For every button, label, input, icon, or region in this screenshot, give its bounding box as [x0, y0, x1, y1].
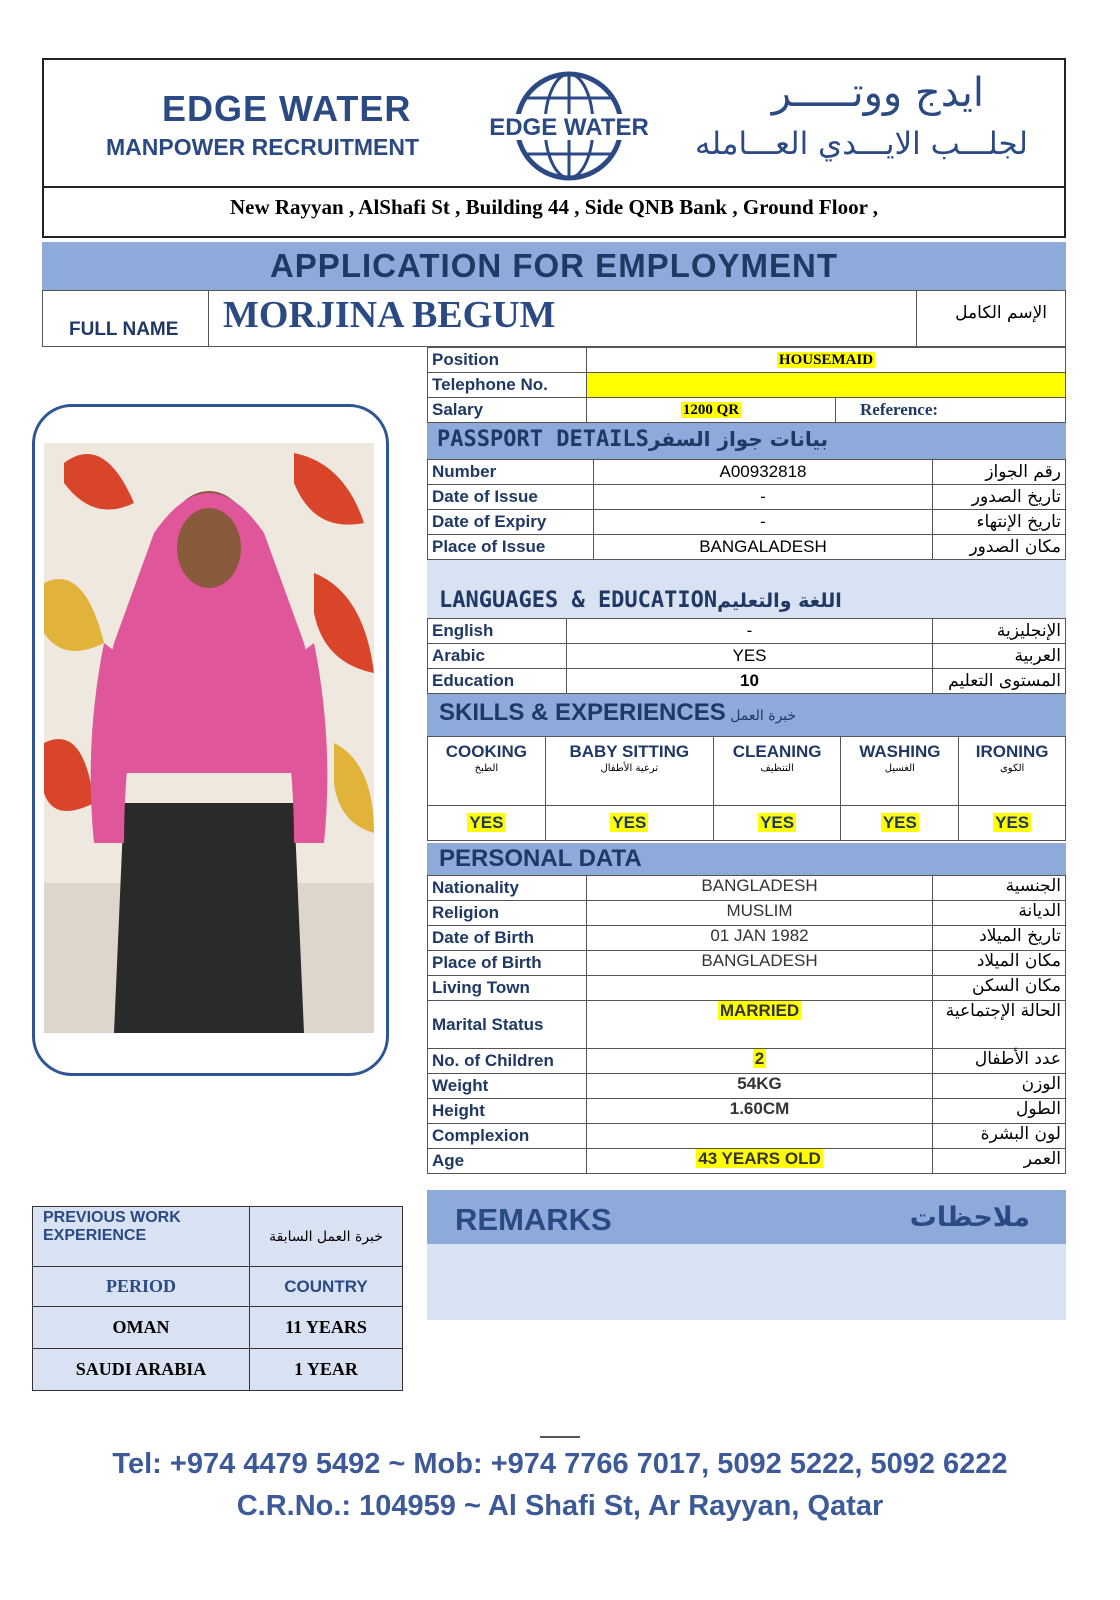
personal-field-value: 43 YEARS OLD	[698, 1149, 821, 1168]
personal-field-label: Complexion	[428, 1124, 587, 1149]
passport-field-label: Date of Issue	[428, 485, 594, 510]
personal-field-label-ar: مكان الميلاد	[933, 951, 1066, 976]
skill-name-cell	[713, 737, 841, 806]
work-period: OMAN	[33, 1307, 250, 1349]
personal-field-cell	[587, 1149, 933, 1174]
language-field-label: English	[428, 619, 567, 644]
skills-header	[427, 694, 1066, 736]
personal-field-label: Place of Birth	[428, 951, 587, 976]
passport-row	[428, 535, 1066, 560]
personal-row	[428, 901, 1066, 926]
personal-field-cell	[587, 926, 933, 951]
skill-value: YES	[760, 813, 795, 832]
skill-name-ar: التنظيف	[760, 763, 794, 774]
passport-field-value: -	[594, 485, 933, 510]
skill-name: IRONING	[975, 742, 1049, 761]
previous-work-title-ar: خبرة العمل السابقة	[250, 1207, 403, 1267]
passport-field-value: -	[594, 510, 933, 535]
personal-field-cell	[587, 1074, 933, 1099]
personal-header	[427, 843, 1066, 875]
position-label: Position	[428, 348, 587, 373]
skill-value: YES	[995, 813, 1030, 832]
salary-label: Salary	[428, 398, 587, 423]
skill-name: COOKING	[445, 742, 528, 761]
passport-header	[427, 423, 1066, 459]
language-field-value: -	[567, 619, 933, 644]
personal-field-label-ar: الحالة الإجتماعية	[933, 1001, 1066, 1049]
personal-field-label: Nationality	[428, 876, 587, 901]
passport-row	[428, 485, 1066, 510]
languages-title-ar: اللغة والتعليم	[717, 590, 842, 612]
personal-field-label-ar: تاريخ الميلاد	[933, 926, 1066, 951]
personal-field-label: Age	[428, 1149, 587, 1174]
passport-field-label-ar: مكان الصدور	[933, 535, 1066, 560]
letterhead	[42, 58, 1066, 188]
personal-field-cell	[587, 901, 933, 926]
skill-name-ar: الطبخ	[474, 763, 499, 774]
personal-field-cell	[587, 951, 933, 976]
remarks-body	[427, 1244, 1066, 1320]
full-name-row	[42, 290, 1066, 347]
skill-name-ar: ترعية الأطفال	[600, 763, 659, 774]
personal-row	[428, 926, 1066, 951]
personal-row	[428, 876, 1066, 901]
passport-field-label-ar: رقم الجواز	[933, 460, 1066, 485]
passport-field-label: Date of Expiry	[428, 510, 594, 535]
salary-cell	[587, 398, 836, 423]
language-row	[428, 619, 1066, 644]
personal-field-label: No. of Children	[428, 1049, 587, 1074]
period-header: PERIOD	[33, 1267, 250, 1307]
skill-name: CLEANING	[732, 742, 822, 761]
personal-row	[428, 951, 1066, 976]
skill-value: YES	[612, 813, 647, 832]
skill-name: WASHING	[859, 742, 941, 761]
full-name-value: MORJINA BEGUM	[223, 294, 556, 336]
previous-work-row	[33, 1349, 403, 1391]
position-cell	[587, 348, 1066, 373]
passport-field-label-ar: تاريخ الإنتهاء	[933, 510, 1066, 535]
company-name-ar: ايدج ووتـــــر	[771, 70, 984, 116]
personal-field-value: MUSLIM	[726, 901, 793, 920]
skill-value-cell	[545, 806, 713, 841]
languages-table	[427, 618, 1066, 694]
personal-field-label: Living Town	[428, 976, 587, 1001]
passport-field-value: A00932818	[594, 460, 933, 485]
footer-address: C.R.No.: 104959 ~ Al Shafi St, Ar Rayyan, Qatar	[236, 1490, 884, 1522]
telephone-value	[587, 373, 1066, 398]
company-logo	[484, 70, 654, 182]
language-field-label: Education	[428, 669, 567, 694]
telephone-label: Telephone No.	[428, 373, 587, 398]
skill-name-ar: الغسيل	[884, 763, 915, 774]
personal-field-label-ar: الوزن	[933, 1074, 1066, 1099]
personal-field-label: Date of Birth	[428, 926, 587, 951]
footer-divider	[540, 1436, 580, 1438]
skill-name-cell	[959, 737, 1066, 806]
personal-field-value: BANGLADESH	[701, 876, 818, 895]
personal-table	[427, 875, 1066, 1174]
country-header: COUNTRY	[250, 1267, 403, 1307]
company-name-en: EDGE WATER	[162, 88, 412, 129]
full-name-label: FULL NAME	[69, 319, 179, 340]
skill-name-ar: الكوى	[999, 763, 1025, 774]
personal-field-cell	[587, 876, 933, 901]
personal-row	[428, 1049, 1066, 1074]
footer-contact: Tel: +974 4479 5492 ~ Mob: +974 7766 7017, 5092 5222, 5092 6222	[112, 1448, 1008, 1480]
personal-field-label-ar: مكان السكن	[933, 976, 1066, 1001]
job-table	[427, 347, 1066, 423]
application-details	[427, 347, 1066, 1174]
personal-field-label: Marital Status	[428, 1001, 587, 1049]
remarks-header	[427, 1190, 1066, 1244]
personal-field-label-ar: الديانة	[933, 901, 1066, 926]
passport-title: PASSPORT DETAILS	[437, 427, 649, 452]
personal-field-cell	[587, 1099, 933, 1124]
skill-value: YES	[882, 813, 917, 832]
skill-value-cell	[959, 806, 1066, 841]
personal-row	[428, 1001, 1066, 1049]
passport-row	[428, 460, 1066, 485]
applicant-photo	[44, 443, 374, 1033]
company-address: New Rayyan , AlShafi St , Building 44 , Side QNB Bank , Ground Floor ,	[42, 186, 1066, 238]
personal-field-cell	[587, 1001, 933, 1049]
personal-field-label-ar: العمر	[933, 1149, 1066, 1174]
skills-title: SKILLS & EXPERIENCES	[439, 699, 726, 726]
personal-field-value: BANGLADESH	[701, 951, 818, 970]
form-title: APPLICATION FOR EMPLOYMENT	[42, 242, 1066, 290]
personal-field-value: 01 JAN 1982	[710, 926, 809, 945]
personal-field-label: Religion	[428, 901, 587, 926]
passport-field-label-ar: تاريخ الصدور	[933, 485, 1066, 510]
company-subtitle-en: MANPOWER RECRUITMENT	[106, 134, 420, 160]
company-subtitle-ar: لجلـــب الايـــدي العـــامله	[694, 126, 1028, 162]
skill-name: BABY SITTING	[569, 742, 690, 761]
work-period: SAUDI ARABIA	[33, 1349, 250, 1391]
previous-work-title: PREVIOUS WORK EXPERIENCE	[33, 1207, 250, 1267]
language-field-label: Arabic	[428, 644, 567, 669]
skill-value: YES	[469, 813, 504, 832]
languages-title: LANGUAGES & EDUCATION	[439, 588, 718, 613]
language-field-label-ar: العربية	[933, 644, 1066, 669]
language-field-label-ar: الإنجليزية	[933, 619, 1066, 644]
skill-name-cell	[841, 737, 959, 806]
language-field-value: 10	[567, 669, 933, 694]
salary-value: 1200 QR	[682, 401, 740, 418]
full-name-label-ar: الإسم الكامل	[955, 303, 1047, 323]
passport-field-label: Number	[428, 460, 594, 485]
personal-field-cell	[587, 1124, 933, 1149]
personal-field-label-ar: لون البشرة	[933, 1124, 1066, 1149]
personal-field-cell	[587, 976, 933, 1001]
personal-field-value: 1.60CM	[729, 1099, 790, 1118]
passport-title-ar: بيانات جواز السفر	[648, 427, 829, 451]
personal-field-value: 54KG	[737, 1074, 782, 1093]
personal-field-label: Weight	[428, 1074, 587, 1099]
personal-row	[428, 976, 1066, 1001]
skill-name-cell	[428, 737, 546, 806]
position-value: HOUSEMAID	[778, 351, 874, 368]
logo-text: EDGE WATER	[489, 114, 649, 141]
personal-row	[428, 1149, 1066, 1174]
passport-table	[427, 459, 1066, 560]
personal-field-value: 2	[754, 1049, 765, 1068]
language-field-value: YES	[567, 644, 933, 669]
passport-field-value: BANGALADESH	[594, 535, 933, 560]
personal-field-label-ar: الجنسية	[933, 876, 1066, 901]
passport-field-label: Place of Issue	[428, 535, 594, 560]
personal-field-cell	[587, 1049, 933, 1074]
skills-title-ar: خبرة العمل	[730, 708, 797, 724]
skill-name-cell	[545, 737, 713, 806]
skills-table	[427, 736, 1066, 841]
personal-field-value: MARRIED	[719, 1001, 800, 1020]
work-country: 11 YEARS	[250, 1307, 403, 1349]
skill-value-cell	[428, 806, 546, 841]
reference-label: Reference:	[836, 398, 1066, 423]
remarks-title: REMARKS	[455, 1202, 612, 1237]
work-country: 1 YEAR	[250, 1349, 403, 1391]
previous-work-row	[33, 1307, 403, 1349]
languages-header	[427, 560, 1066, 618]
personal-row	[428, 1074, 1066, 1099]
skill-value-cell	[841, 806, 959, 841]
remarks-title-ar: ملاحظات	[909, 1202, 1030, 1233]
passport-row	[428, 510, 1066, 535]
skill-value-cell	[713, 806, 841, 841]
personal-row	[428, 1124, 1066, 1149]
previous-work-table	[32, 1206, 403, 1391]
personal-field-label-ar: الطول	[933, 1099, 1066, 1124]
personal-field-label: Height	[428, 1099, 587, 1124]
language-row	[428, 644, 1066, 669]
language-row	[428, 669, 1066, 694]
personal-title: PERSONAL DATA	[439, 845, 642, 872]
language-field-label-ar: المستوى التعليم	[933, 669, 1066, 694]
personal-field-label-ar: عدد الأطفال	[933, 1049, 1066, 1074]
personal-row	[428, 1099, 1066, 1124]
